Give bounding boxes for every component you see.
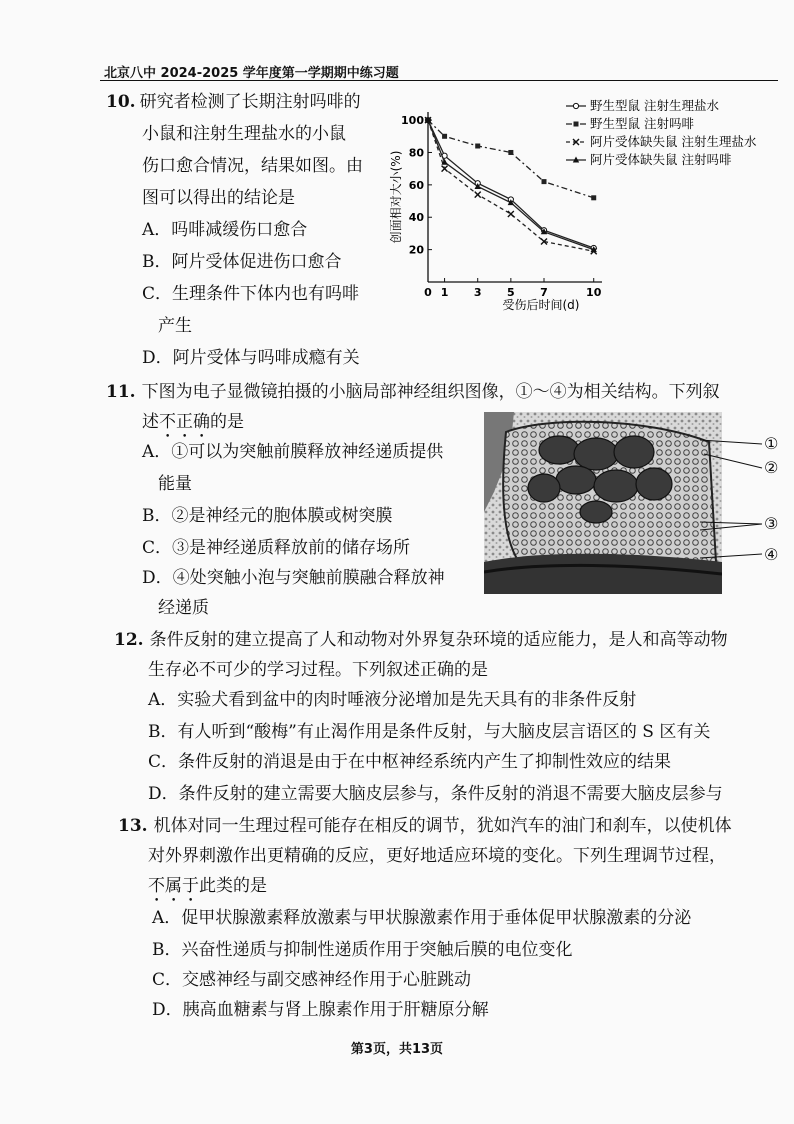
question-stem-line: 图可以得出的结论是: [142, 188, 295, 208]
option-c[interactable]: C．交感神经与副交感神经作用于心脏跳动: [152, 970, 472, 990]
question-number: 10.: [106, 92, 136, 112]
data-point: [442, 166, 448, 172]
y-tick-label: 40: [408, 211, 424, 225]
label-4: ④: [764, 545, 779, 564]
x-axis-label: 受伤后时间(d): [502, 298, 580, 312]
data-point: [574, 122, 579, 127]
label-3: ③: [764, 514, 779, 533]
series-line: [428, 120, 594, 250]
exam-title: 北京八中 2024-2025 学年度第一学期期中练习题: [104, 66, 399, 81]
label-1: ①: [764, 434, 779, 453]
option-d[interactable]: D．条件反射的建立需要大脑皮层参与，条件反射的消退不需要大脑皮层参与: [148, 784, 723, 804]
x-tick-label: 3: [473, 286, 482, 299]
data-point: [508, 150, 513, 155]
option-c[interactable]: C．③是神经递质释放前的储存场所: [142, 538, 411, 558]
data-point: [591, 195, 596, 200]
data-point: [475, 192, 481, 198]
option-b[interactable]: B．②是神经元的胞体膜或树突膜: [142, 506, 393, 526]
option-a[interactable]: A．吗啡减缓伤口愈合: [142, 220, 308, 240]
question-stem-text: 述: [142, 412, 159, 432]
option-b[interactable]: B．有人听到“酸梅”有止渴作用是条件反射，与大脑皮层言语区的 S 区有关: [148, 722, 711, 742]
question-stem-line: 机体对同一生理过程可能存在相反的调节，犹如汽车的油门和刹车，以使机体: [153, 816, 732, 836]
header-divider: [100, 80, 778, 81]
question-stem-line: 伤口愈合情况，结果如图。由: [142, 156, 363, 176]
emphasized-text: 不正确: [159, 412, 210, 432]
series-line: [428, 120, 594, 198]
option-c-continued: 产生: [158, 316, 192, 336]
option-b[interactable]: B．兴奋性递质与抑制性递质作用于突触后膜的电位变化: [152, 940, 573, 960]
question-stem-line: 研究者检测了长期注射吗啡的: [139, 92, 361, 112]
data-point: [475, 144, 480, 149]
electron-micrograph-image: [484, 412, 722, 594]
question-stem-line: 对外界刺激作出更精确的反应，更好地适应环境的变化。下列生理调节过程，: [148, 846, 726, 866]
label-lines: [700, 430, 770, 570]
data-point: [542, 179, 547, 184]
question-number: 12.: [114, 630, 144, 650]
series-line: [428, 120, 594, 251]
emphasized-text: 不属于: [148, 876, 199, 896]
y-tick-label: 20: [408, 243, 424, 257]
question-number: 11.: [106, 382, 136, 402]
option-d[interactable]: D．胰高血糖素与肾上腺素作用于肝糖原分解: [152, 1000, 489, 1020]
y-tick-label: 100: [401, 114, 424, 128]
legend-label: 阿片受体缺失鼠 注射生理盐水: [590, 134, 757, 149]
option-b[interactable]: B．阿片受体促进伤口愈合: [142, 252, 342, 272]
question-stem-text: 此类的是: [199, 876, 267, 896]
question-stem-line: 下图为电子显微镜拍摄的小脑局部神经组织图像，①～④为相关结构。下列叙: [141, 382, 720, 402]
legend-label: 野生型鼠 注射生理盐水: [590, 98, 719, 113]
question-stem-line: 条件反射的建立提高了人和动物对外界复杂环境的适应能力，是人和高等动物: [149, 630, 728, 650]
question-stem-text: 的是: [210, 412, 244, 432]
x-tick-label: 5: [507, 286, 515, 299]
y-tick-label: 80: [408, 146, 424, 160]
option-c[interactable]: C．条件反射的消退是由于在中枢神经系统内产生了抑制性效应的结果: [148, 752, 672, 772]
option-c[interactable]: C．生理条件下体内也有吗啡: [142, 284, 360, 304]
option-a-continued: 能量: [158, 474, 192, 494]
option-a[interactable]: A．实验犬看到盆中的肉时唾液分泌增加是先天具有的非条件反射: [148, 690, 637, 710]
x-tick-label: 10: [586, 286, 602, 299]
label-2: ②: [764, 458, 779, 477]
option-a[interactable]: A．①可以为突触前膜释放神经递质提供: [142, 442, 444, 462]
x-tick-label: 0: [424, 286, 432, 299]
y-tick-label: 60: [408, 178, 424, 192]
page-number: 第3页，共13页: [350, 1042, 444, 1057]
question-number: 13.: [118, 816, 148, 836]
legend-label: 阿片受体缺失鼠 注射吗啡: [590, 152, 732, 167]
option-d[interactable]: D．阿片受体与吗啡成瘾有关: [142, 348, 360, 368]
data-point: [508, 211, 514, 217]
question-stem-line: 生存必不可少的学习过程。下列叙述正确的是: [148, 660, 488, 680]
data-point: [442, 134, 447, 139]
data-point: [573, 103, 578, 108]
x-tick-label: 7: [540, 286, 548, 299]
option-d[interactable]: D．④处突触小泡与突触前膜融合释放神: [142, 568, 445, 588]
legend-label: 野生型鼠 注射吗啡: [590, 116, 694, 131]
wound-healing-chart: [388, 92, 780, 326]
y-axis-label: 创面相对大小(%): [389, 150, 403, 244]
option-d-continued: 经递质: [158, 598, 209, 618]
option-a[interactable]: A．促甲状腺激素释放激素与甲状腺激素作用于垂体促甲状腺激素的分泌: [152, 908, 692, 928]
question-stem-line: 小鼠和注射生理盐水的小鼠: [142, 124, 346, 144]
x-tick-label: 1: [440, 286, 449, 299]
